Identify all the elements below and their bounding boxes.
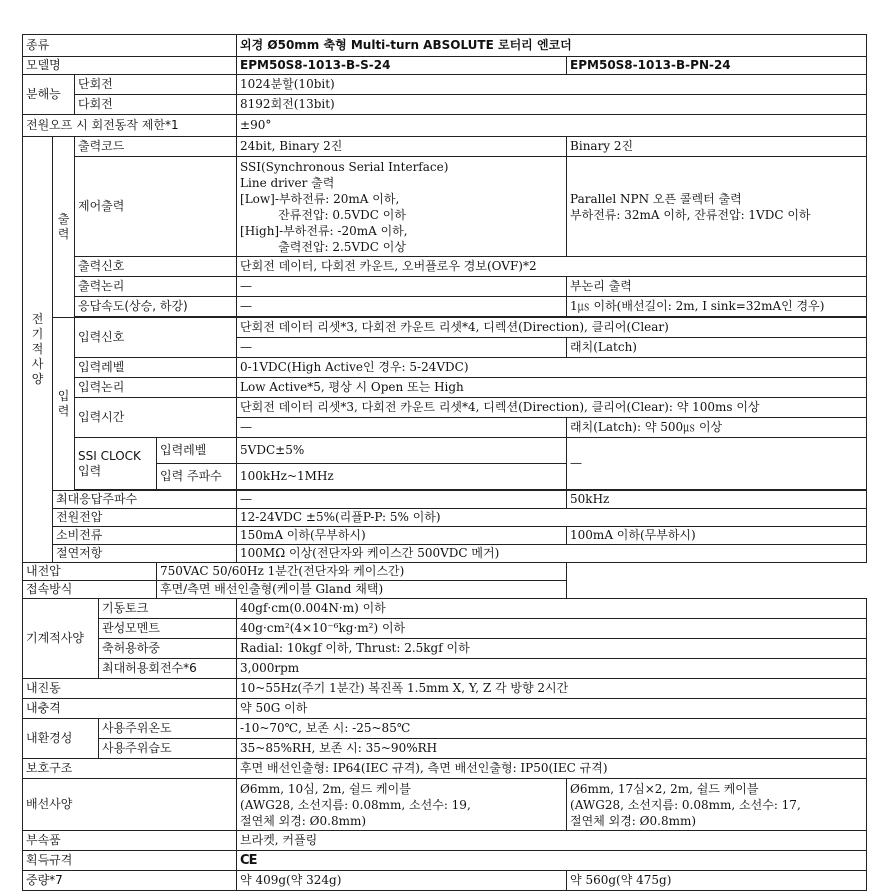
table-row — [23, 318, 867, 338]
accessory-label: 부속품 — [23, 831, 237, 851]
ambient-humid-value: 35~85%RH, 보존 시: 35~90%RH — [237, 739, 867, 759]
output-signal-label: 출력신호 — [75, 257, 237, 277]
protection-label: 보호구조 — [23, 759, 237, 779]
multi-turn-value: 8192회전(13bit) — [237, 95, 867, 115]
table-row — [23, 699, 867, 719]
weight-b: 약 560g(약 475g) — [567, 871, 867, 891]
input-signal-label: 입력신호 — [75, 318, 237, 358]
table-row — [23, 297, 867, 317]
power-off-label: 전원오프 시 회전동작 제한*1 — [23, 115, 237, 137]
table-row — [23, 157, 867, 257]
accessory-value: 브라켓, 커플링 — [237, 831, 867, 851]
single-turn-label: 단회전 — [75, 75, 237, 95]
response-speed-b: 1㎲ 이하(배선길이: 2m, I sink=32mA인 경우) — [567, 297, 867, 317]
table-row — [23, 257, 867, 277]
ssi-b-value: — — [567, 438, 867, 490]
table-row — [23, 398, 867, 418]
dielectric-label: 내전압 — [23, 563, 157, 581]
table-row — [23, 851, 867, 871]
table-row — [23, 871, 867, 891]
approval-label: 획득규격 — [23, 851, 237, 871]
approval-value — [237, 851, 867, 871]
table-row — [23, 679, 867, 699]
current-label: 소비전류 — [53, 527, 237, 545]
output-logic-a: — — [237, 277, 567, 297]
table-row — [23, 57, 867, 75]
ssi-freq-value: 100kHz~1MHz — [237, 464, 567, 490]
table-row — [23, 545, 867, 563]
table-row — [23, 491, 867, 509]
shock-value: 약 50G 이하 — [237, 699, 867, 719]
cable-a: Ø6mm, 10심, 2m, 쉴드 케이블 (AWG28, 소선지름: 0.08mm, 소선수: 19, 절연체 외경: Ø0.8mm) — [237, 779, 567, 831]
input-logic-value: Low Active*5, 평상 시 Open 또는 High — [237, 378, 867, 398]
kind-label: 종류 — [23, 35, 237, 57]
connection-label: 접속방식 — [23, 581, 157, 599]
input-time-row1: 단회전 데이터 리셋*3, 다회전 카운트 리셋*4, 디렉션(Direction), 클리어(Clear): 약 100ms 이상 — [237, 398, 867, 418]
mechanical-spec-label: 기계적사양 — [23, 599, 99, 679]
table-row — [23, 563, 867, 581]
output-code-label: 출력코드 — [75, 137, 237, 157]
table-row — [23, 509, 867, 527]
table-row — [23, 581, 867, 599]
control-output-b: Parallel NPN 오픈 콜렉터 출력 부하전류: 32mA 이하, 잔류전압: 1VDC 이하 — [567, 157, 867, 257]
shaft-load-label: 축허용하중 — [99, 639, 237, 659]
supply-voltage-label: 전원전압 — [53, 509, 237, 527]
input-signal-a2: — — [237, 338, 567, 358]
connection-value: 후면/측면 배선인출형(케이블 Gland 채택) — [157, 581, 567, 599]
torque-label: 기동토크 — [99, 599, 237, 619]
input-signal-row1: 단회전 데이터 리셋*3, 다회전 카운트 리셋*4, 디렉션(Direction), 클리어(Clear) — [237, 318, 867, 338]
torque-value: 40gf·cm(0.004N·m) 이하 — [237, 599, 867, 619]
vibration-label: 내진동 — [23, 679, 237, 699]
ambient-humid-label: 사용주위습도 — [99, 739, 237, 759]
max-freq-a: — — [237, 491, 567, 509]
control-output-label: 제어출력 — [75, 157, 237, 257]
input-time-a2: — — [237, 418, 567, 438]
table-row — [23, 438, 867, 464]
table-row — [23, 378, 867, 398]
model-label: 모델명 — [23, 57, 237, 75]
table-row — [23, 527, 867, 545]
max-freq-label: 최대응답주파수 — [53, 491, 237, 509]
input-level-label: 입력레벨 — [75, 358, 237, 378]
table-row — [23, 719, 867, 739]
output-code-a: 24bit, Binary 2진 — [237, 137, 567, 157]
product-title: 외경 Ø50mm 축형 Multi-turn ABSOLUTE 로터리 엔코더 — [237, 35, 867, 57]
ambient-temp-label: 사용주위온도 — [99, 719, 237, 739]
weight-a: 약 409g(약 324g) — [237, 871, 567, 891]
table-row — [23, 759, 867, 779]
table-row — [23, 137, 867, 157]
max-freq-b: 50kHz — [567, 491, 867, 509]
table-row — [23, 739, 867, 759]
ambient-temp-value: -10~70℃, 보존 시: -25~85℃ — [237, 719, 867, 739]
inertia-label: 관성모멘트 — [99, 619, 237, 639]
vibration-value: 10~55Hz(주기 1분간) 복진폭 1.5mm X, Y, Z 각 방향 2시간 — [237, 679, 867, 699]
electrical-spec-label: 전기적사양 — [23, 137, 53, 563]
model-b: EPM50S8-1013-B-PN-24 — [567, 57, 867, 75]
cable-b: Ø6mm, 17심×2, 2m, 쉴드 케이블 (AWG28, 소선지름: 0.08mm, 소선수: 17, 절연체 외경: Ø0.8mm) — [567, 779, 867, 831]
cable-label: 배선사양 — [23, 779, 237, 831]
table-row — [23, 35, 867, 57]
power-off-value: ±90° — [237, 115, 867, 137]
table-row — [23, 95, 867, 115]
spec-table — [22, 34, 867, 891]
resolution-label: 분해능 — [23, 75, 75, 115]
insulation-value: 100MΩ 이상(전단자와 케이스간 500VDC 메거) — [237, 545, 867, 563]
input-label: 입력 — [53, 318, 75, 491]
ssi-level-value: 5VDC±5% — [237, 438, 567, 464]
current-b: 100mA 이하(무부하시) — [567, 527, 867, 545]
multi-turn-label: 다회전 — [75, 95, 237, 115]
environment-label: 내환경성 — [23, 719, 99, 759]
table-row — [23, 779, 867, 831]
dielectric-value: 750VAC 50/60Hz 1분간(전단자와 케이스간) — [157, 563, 567, 581]
output-logic-b: 부논리 출력 — [567, 277, 867, 297]
ssi-freq-label: 입력 주파수 — [157, 464, 237, 490]
table-row — [23, 358, 867, 378]
table-row — [23, 599, 867, 619]
response-speed-a: — — [237, 297, 567, 317]
ssi-level-label: 입력레벨 — [157, 438, 237, 464]
single-turn-value: 1024분할(10bit) — [237, 75, 867, 95]
table-row — [23, 619, 867, 639]
output-label: 출력 — [53, 137, 75, 318]
weight-label: 중량*7 — [23, 871, 237, 891]
control-output-a: SSI(Synchronous Serial Interface) Line driver 출력 [Low]-부하전류: 20mA 이하, 잔류전압: 0.5VDC 이하 [High]-부하전류: -20mA 이하, 출력전압: 2.5VDC 이상 — [237, 157, 567, 257]
input-logic-label: 입력논리 — [75, 378, 237, 398]
table-row — [23, 639, 867, 659]
shaft-load-value: Radial: 10kgf 이하, Thrust: 2.5kgf 이하 — [237, 639, 867, 659]
input-signal-b2: 래치(Latch) — [567, 338, 867, 358]
input-level-value: 0-1VDC(High Active인 경우: 5-24VDC) — [237, 358, 867, 378]
inertia-value: 40g·cm²(4×10⁻⁶kg·m²) 이하 — [237, 619, 867, 639]
supply-voltage-value: 12-24VDC ±5%(리플P-P: 5% 이하) — [237, 509, 867, 527]
ce-mark-icon: CE — [240, 853, 257, 868]
table-row — [23, 659, 867, 679]
output-signal-value: 단회전 데이터, 다회전 카운트, 오버플로우 경보(OVF)*2 — [237, 257, 867, 277]
protection-value: 후면 배선인출형: IP64(IEC 규격), 측면 배선인출형: IP50(IEC 규격) — [237, 759, 867, 779]
table-row — [23, 75, 867, 95]
output-code-b: Binary 2진 — [567, 137, 867, 157]
input-time-label: 입력시간 — [75, 398, 237, 438]
model-a: EPM50S8-1013-B-S-24 — [237, 57, 567, 75]
table-row — [23, 115, 867, 137]
max-rpm-label: 최대허용회전수*6 — [99, 659, 237, 679]
table-row — [23, 831, 867, 851]
current-a: 150mA 이하(무부하시) — [237, 527, 567, 545]
max-rpm-value: 3,000rpm — [237, 659, 867, 679]
shock-label: 내충격 — [23, 699, 237, 719]
input-time-b2: 래치(Latch): 약 500㎲ 이상 — [567, 418, 867, 438]
output-logic-label: 출력논리 — [75, 277, 237, 297]
ssi-clock-label: SSI CLOCK 입력 — [75, 438, 157, 490]
response-speed-label: 응답속도(상승, 하강) — [75, 297, 237, 317]
insulation-label: 절연저항 — [53, 545, 237, 563]
table-row — [23, 277, 867, 297]
